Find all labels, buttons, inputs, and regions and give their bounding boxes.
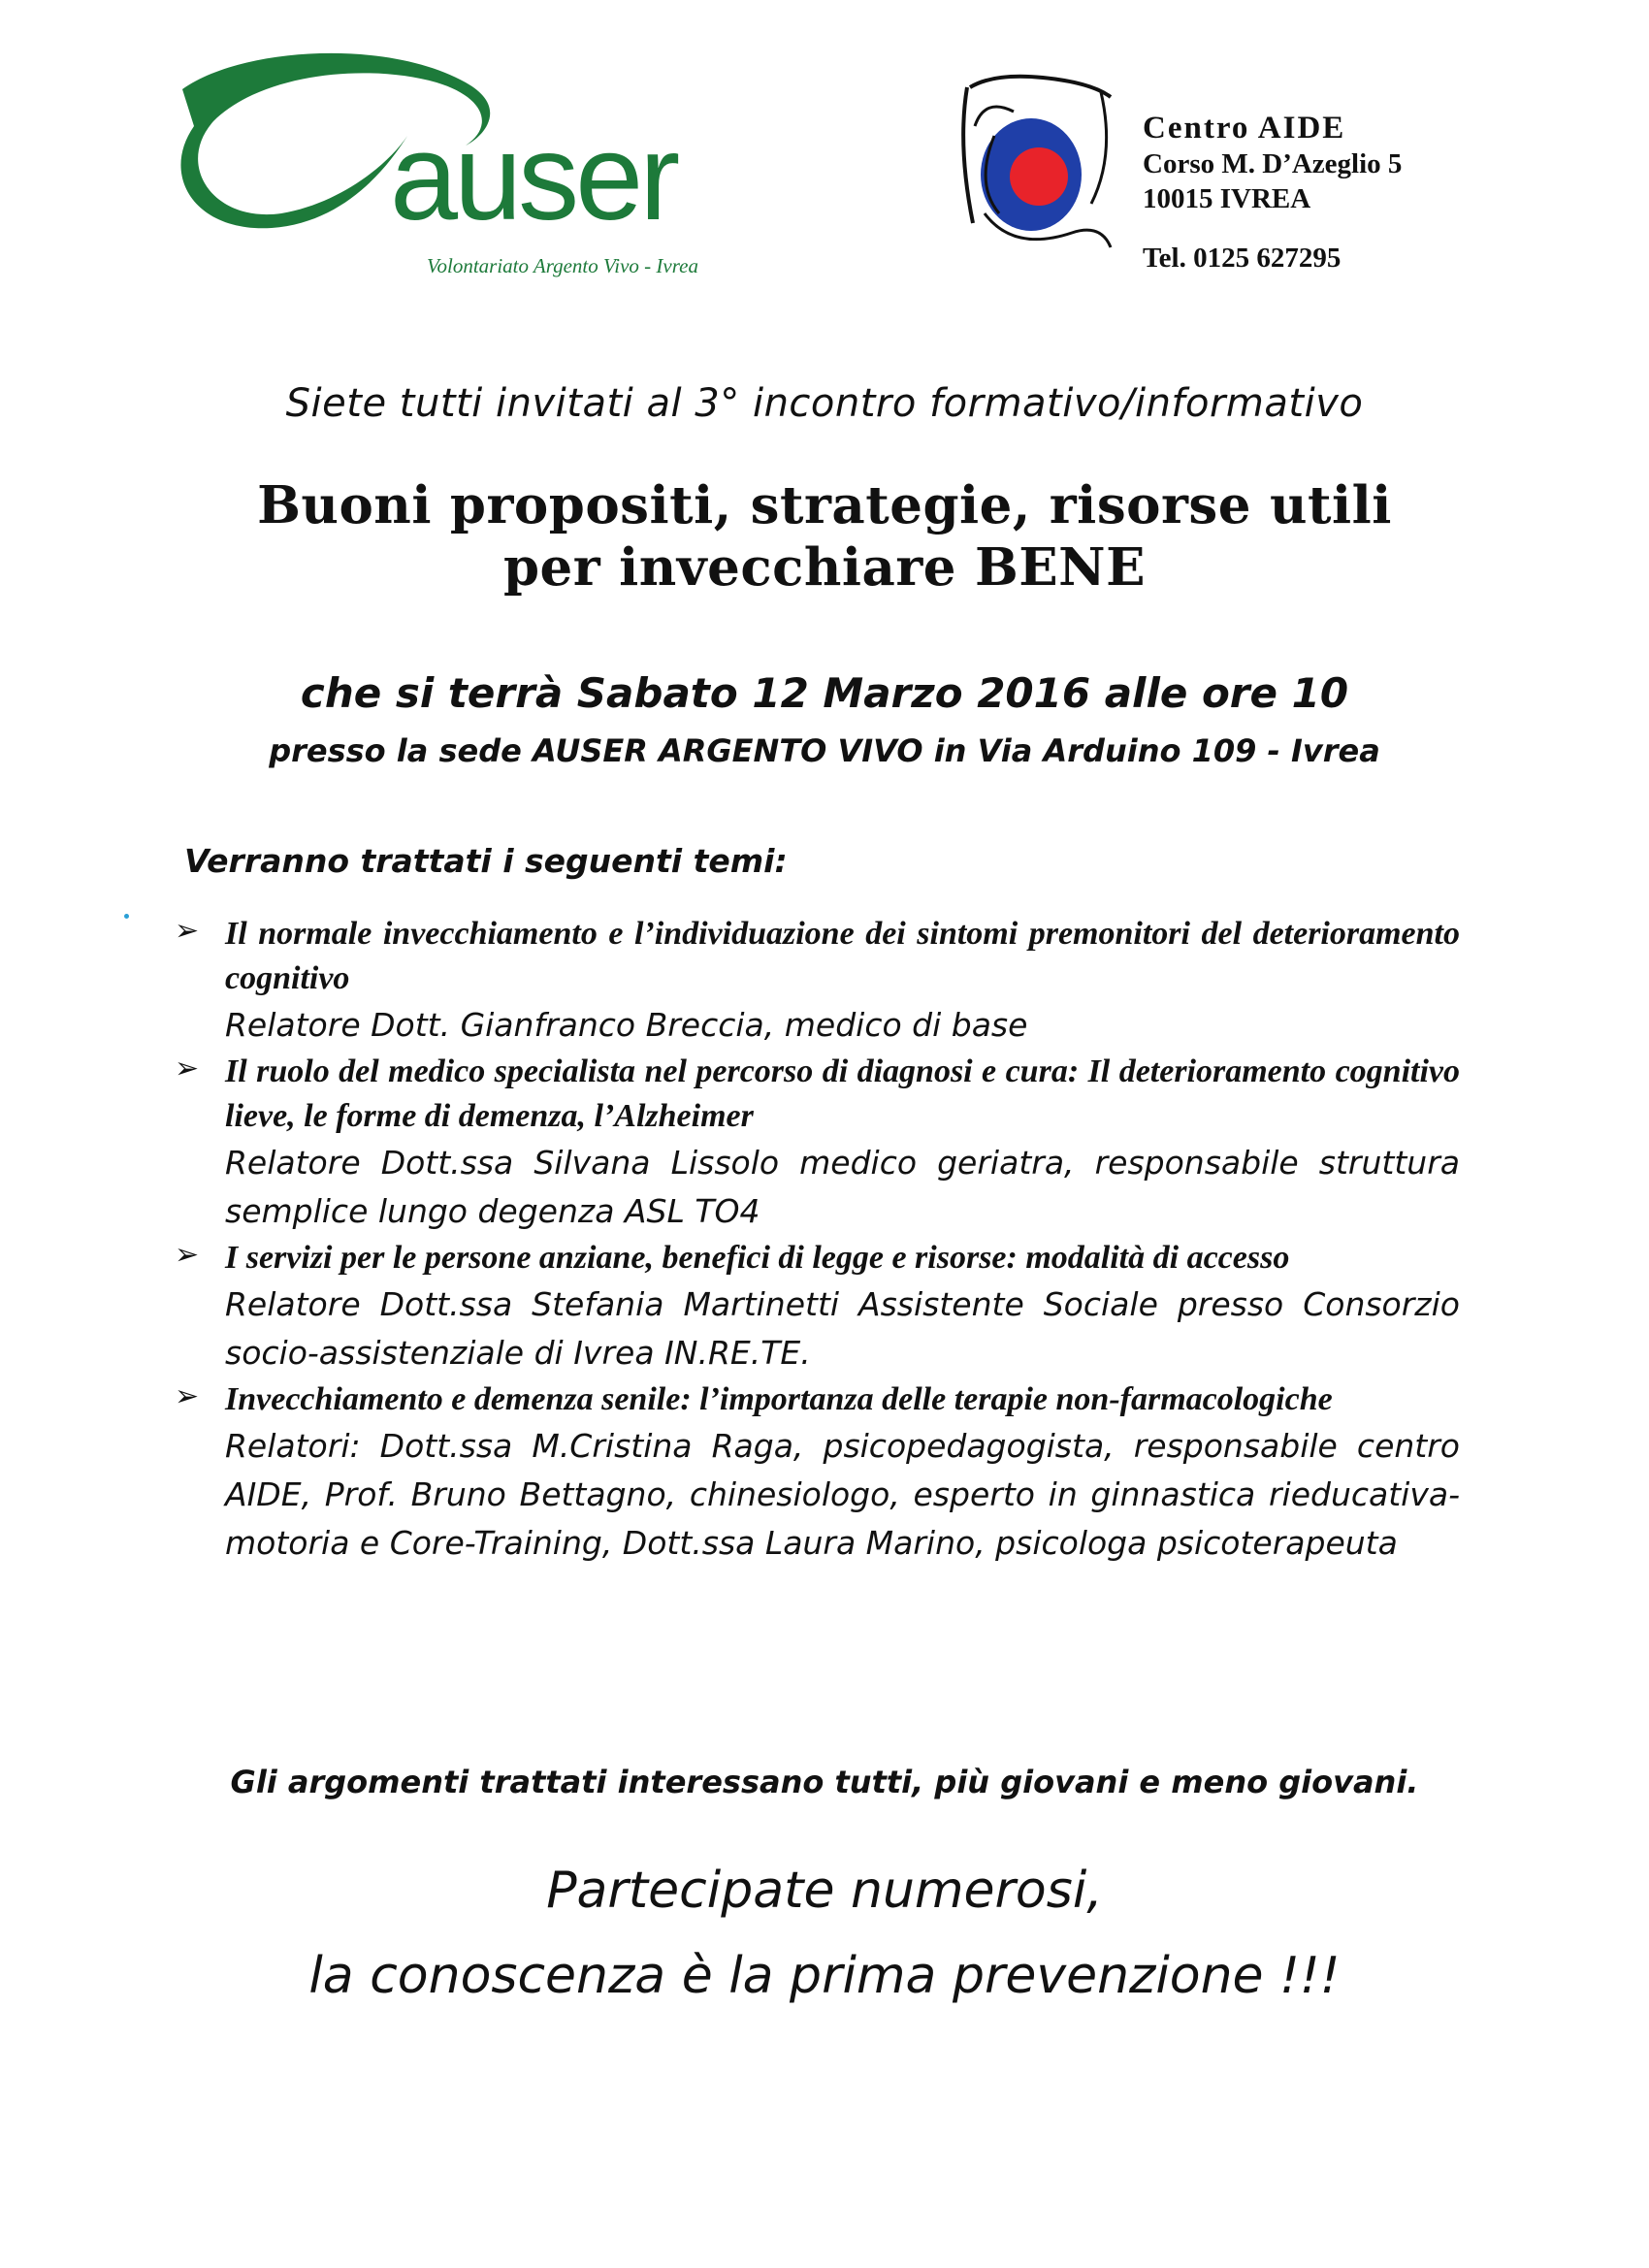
event-title [0,475,1649,599]
arrowhead-icon: ➢ [175,1379,200,1413]
auser-logo [175,29,757,277]
topic-item [175,1050,1460,1236]
final-call-line1: Partecipate numerosi, [546,1862,1103,1920]
event-title-line2: per invecchiare BENE [502,536,1147,598]
topic-item [175,912,1460,1050]
topic-title: Invecchiamento e demenza senile: l’importanza delle terapie non-farmacologiche [225,1381,1333,1417]
event-title-line1: Buoni propositi, strategie, risorse utili [257,475,1392,535]
scan-dot [124,914,129,919]
topic-title: Il ruolo del medico specialista nel percorso di diagnosi e cura: Il deterioramento cognitivo lieve, le forme di demenza, l’Alzheimer [225,1053,1460,1134]
arrowhead-icon: ➢ [175,914,200,948]
invitation-line: Siete tutti invitati al 3° incontro formativo/informativo [285,381,1364,426]
center-contact [1143,109,1402,275]
topic-item [175,1236,1460,1377]
event-location: presso la sede AUSER ARGENTO VIVO in Via Arduino 109 - Ivrea [269,732,1380,769]
final-call [0,1848,1649,2019]
topic-title: Il normale invecchiamento e l’individuazione dei sintomi premonitori del deterioramento cognitivo [225,916,1460,996]
topics-intro: Verranno trattati i seguenti temi: [184,842,788,880]
topics-list [175,912,1460,1568]
arrowhead-icon: ➢ [175,1052,200,1085]
event-date: che si terrà Sabato 12 Marzo 2016 alle ore 10 [300,669,1349,717]
auser-tagline: Volontariato Argento Vivo - Ivrea [427,254,698,277]
closing-note: Gli argomenti trattati interessano tutti, più giovani e meno giovani. [230,1764,1419,1800]
center-phone: Tel. 0125 627295 [1143,243,1342,274]
final-call-line2: la conoscenza è la prima prevenzione !!! [308,1947,1341,2005]
topic-title: I servizi per le persone anziane, benefici di legge e risorse: modalità di accesso [225,1240,1290,1276]
topic-speaker: Relatore Dott. Gianfranco Breccia, medico di base [225,1006,1028,1044]
aide-logo-icon [955,68,1125,272]
arrowhead-icon: ➢ [175,1238,200,1272]
topic-item [175,1377,1460,1568]
topic-speaker: Relatore Dott.ssa Silvana Lissolo medico geriatra, responsabile struttura semplice lungo degenza ASL TO4 [225,1144,1460,1230]
auser-wordmark: auser [390,109,677,245]
topic-speaker: Relatore Dott.ssa Stefania Martinetti Assistente Sociale presso Consorzio socio-assistenziale di Ivrea IN.RE.TE. [225,1285,1460,1372]
center-address: Corso M. D’Azeglio 5 [1143,148,1403,180]
center-name: Centro AIDE [1143,111,1346,146]
center-city: 10015 IVREA [1143,182,1311,214]
topic-speaker: Relatori: Dott.ssa M.Cristina Raga, psicopedagogista, responsabile centro AIDE, Prof. Bruno Bettagno, chinesiologo, esperto in ginnastica rieducativa- motoria e Core-Training, Dott.ssa Laura Marino, psicologa psicoterapeuta [225,1427,1460,1562]
